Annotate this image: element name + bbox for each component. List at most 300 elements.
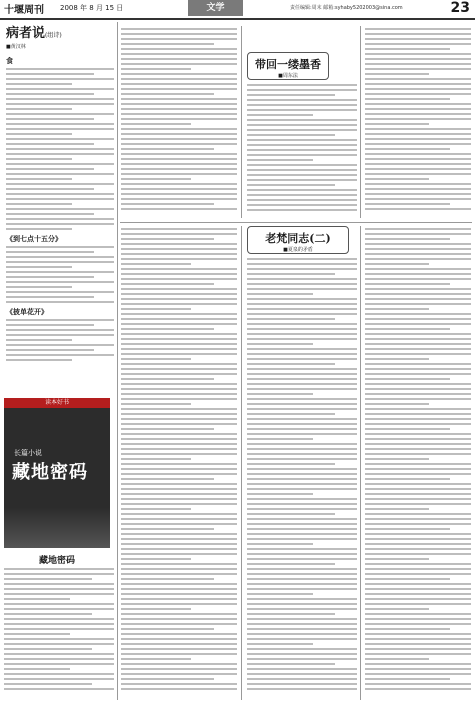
text-line (121, 263, 191, 265)
text-line (365, 243, 471, 245)
text-line (365, 363, 471, 365)
text-line (247, 498, 357, 500)
text-line (121, 323, 237, 325)
text-line (6, 153, 114, 155)
text-line (121, 553, 237, 555)
text-line (365, 148, 450, 150)
text-line (247, 478, 357, 480)
text-line (365, 173, 471, 175)
text-line (6, 198, 114, 200)
text-line (365, 508, 429, 510)
text-line (365, 653, 471, 655)
text-line (121, 348, 237, 350)
text-line (121, 193, 237, 195)
text-line (365, 238, 450, 240)
text-line (365, 348, 471, 350)
text-line (121, 638, 237, 640)
text-line (247, 598, 357, 600)
text-line (121, 78, 237, 80)
text-line (247, 94, 335, 96)
text-line (6, 276, 94, 278)
text-line (247, 159, 313, 161)
text-line (121, 118, 237, 120)
page-header (0, 0, 475, 20)
text-line (121, 258, 237, 260)
text-line (6, 118, 94, 120)
text-line (365, 453, 471, 455)
text-line (365, 473, 471, 475)
text-line (365, 583, 471, 585)
text-line (4, 588, 114, 590)
article-title-box (247, 52, 329, 80)
text-line (121, 228, 237, 230)
text-line (247, 403, 357, 405)
text-line (247, 518, 357, 520)
text-line (365, 258, 471, 260)
text-line (121, 663, 237, 665)
text-line (121, 498, 237, 500)
text-line (6, 108, 72, 110)
text-line (121, 378, 214, 380)
text-line (247, 603, 357, 605)
text-line (121, 518, 237, 520)
text-line (247, 89, 357, 91)
text-line (6, 68, 114, 70)
text-line (365, 163, 471, 165)
column-divider (117, 22, 118, 700)
text-line (365, 88, 471, 90)
text-line (6, 339, 72, 341)
text-line (6, 158, 72, 160)
text-line (121, 393, 237, 395)
book-ribbon: 读本好书 (4, 398, 110, 408)
text-line (121, 68, 191, 70)
text-line (247, 483, 357, 485)
text-line (247, 268, 357, 270)
article-text-column (247, 84, 357, 218)
text-line (365, 538, 471, 540)
text-line (121, 593, 237, 595)
text-line (365, 613, 471, 615)
article-text-column (247, 258, 357, 698)
text-line (247, 503, 357, 505)
text-line (247, 189, 357, 191)
text-line (247, 583, 357, 585)
text-line (365, 113, 471, 115)
text-line (247, 663, 335, 665)
text-line (365, 328, 450, 330)
text-line (6, 344, 114, 346)
text-line (121, 623, 237, 625)
text-line (121, 403, 191, 405)
text-line (121, 463, 237, 465)
text-line (6, 266, 72, 268)
text-line (247, 523, 357, 525)
text-line (365, 608, 429, 610)
text-line (6, 113, 114, 115)
text-line (247, 433, 357, 435)
text-line (121, 143, 237, 145)
text-line (247, 328, 357, 330)
text-line (247, 438, 313, 440)
text-line (4, 683, 92, 685)
text-line (121, 628, 214, 630)
text-line (247, 468, 357, 470)
text-line (247, 678, 357, 680)
text-line (4, 573, 114, 575)
text-line (121, 173, 237, 175)
text-line (121, 448, 237, 450)
text-line (121, 428, 214, 430)
text-line (365, 48, 450, 50)
text-line (121, 328, 214, 330)
text-line (121, 33, 237, 35)
text-line (247, 149, 357, 151)
text-line (247, 179, 357, 181)
text-line (6, 103, 114, 105)
text-line (365, 648, 471, 650)
text-line (247, 368, 357, 370)
text-line (247, 199, 357, 201)
text-line (365, 438, 471, 440)
section-divider (120, 222, 472, 223)
text-line (6, 208, 114, 210)
text-line (365, 263, 429, 265)
text-line (247, 298, 357, 300)
text-line (365, 353, 471, 355)
text-line (365, 228, 471, 230)
text-line (121, 273, 237, 275)
text-line (6, 163, 114, 165)
text-line (365, 478, 450, 480)
text-line (365, 303, 471, 305)
text-line (365, 108, 471, 110)
text-line (6, 261, 114, 263)
text-line (247, 618, 357, 620)
text-line (121, 303, 237, 305)
text-line (247, 488, 357, 490)
text-line (365, 58, 471, 60)
text-line (121, 618, 237, 620)
text-line (121, 103, 237, 105)
text-line (365, 28, 471, 30)
text-line (365, 468, 471, 470)
text-line (121, 563, 237, 565)
text-line (6, 354, 114, 356)
text-line (121, 98, 237, 100)
text-line (4, 608, 114, 610)
text-line (365, 68, 471, 70)
text-line (247, 288, 357, 290)
text-line (365, 423, 471, 425)
text-line (121, 38, 237, 40)
text-line (247, 613, 335, 615)
text-line (365, 463, 471, 465)
text-line (121, 93, 214, 95)
text-line (365, 403, 429, 405)
text-line (121, 598, 237, 600)
text-line (365, 418, 471, 420)
text-line (121, 673, 237, 675)
book-cover-shade (4, 508, 110, 548)
issue-date: 2008 年 8 月 15 日 (60, 4, 124, 12)
text-line (247, 398, 357, 400)
column-title-suffix: (组诗) (45, 32, 62, 39)
text-line (121, 48, 237, 50)
column-divider (241, 226, 242, 700)
text-line (247, 558, 357, 560)
text-line (365, 73, 429, 75)
text-line (121, 353, 237, 355)
text-line (6, 123, 114, 125)
text-line (121, 413, 237, 415)
text-line (247, 633, 357, 635)
text-line (6, 319, 114, 321)
text-line (247, 119, 357, 121)
text-line (247, 194, 357, 196)
text-line (365, 268, 471, 270)
text-line (4, 648, 92, 650)
text-line (247, 553, 357, 555)
text-line (365, 78, 471, 80)
text-line (365, 378, 450, 380)
text-line (6, 251, 94, 253)
text-line (365, 393, 471, 395)
text-line (121, 73, 237, 75)
text-line (247, 308, 357, 310)
text-line (121, 683, 237, 685)
text-line (365, 523, 471, 525)
article-author: ■夏泉的矛盾 (283, 247, 313, 253)
text-line (121, 28, 237, 30)
text-line (121, 678, 214, 680)
text-line (365, 198, 471, 200)
text-line (247, 418, 357, 420)
text-line (365, 448, 471, 450)
text-line (365, 563, 471, 565)
text-line (6, 203, 72, 205)
column-author: ■黄汉林 (6, 44, 26, 50)
text-line (121, 373, 237, 375)
text-line (247, 588, 357, 590)
page-number: 23 (450, 0, 470, 16)
text-line (6, 359, 72, 361)
text-line (4, 583, 114, 585)
text-line (365, 678, 450, 680)
text-line (247, 428, 357, 430)
text-line (121, 653, 237, 655)
text-line (6, 223, 114, 225)
text-line (6, 218, 114, 220)
text-line (4, 653, 114, 655)
text-line (121, 338, 237, 340)
text-line (365, 638, 471, 640)
text-line (365, 123, 429, 125)
text-line (247, 653, 357, 655)
text-line (365, 598, 471, 600)
text-line (365, 203, 450, 205)
text-line (121, 388, 237, 390)
text-line (121, 58, 237, 60)
text-line (365, 128, 471, 130)
text-line (365, 338, 471, 340)
text-line (121, 313, 237, 315)
text-line (365, 283, 450, 285)
text-line (4, 688, 114, 690)
text-line (6, 286, 72, 288)
text-line (365, 138, 471, 140)
text-line (121, 533, 237, 535)
text-line (247, 323, 357, 325)
text-line (247, 154, 357, 156)
text-line (121, 363, 237, 365)
article-title: 老梵同志(二) (265, 232, 331, 245)
text-line (365, 688, 471, 690)
text-line (121, 613, 237, 615)
text-line (121, 123, 191, 125)
text-line (121, 178, 191, 180)
text-line (121, 163, 237, 165)
text-line (6, 296, 94, 298)
text-line (121, 408, 237, 410)
text-line (365, 43, 471, 45)
text-line (121, 608, 191, 610)
text-line (121, 588, 237, 590)
text-line (365, 518, 471, 520)
text-line (247, 683, 357, 685)
text-line (121, 643, 237, 645)
text-line (247, 134, 335, 136)
text-line (121, 283, 214, 285)
text-line (365, 458, 429, 460)
text-line (247, 458, 357, 460)
text-line (247, 408, 357, 410)
text-line (247, 573, 357, 575)
text-line (365, 543, 471, 545)
text-line (121, 578, 214, 580)
text-line (365, 133, 471, 135)
text-line (247, 538, 357, 540)
text-line (247, 423, 357, 425)
text-line (6, 301, 114, 303)
text-line (121, 548, 237, 550)
text-line (6, 329, 114, 331)
text-line (247, 543, 313, 545)
text-line (365, 313, 471, 315)
text-line (365, 323, 471, 325)
text-line (121, 568, 237, 570)
text-line (247, 638, 357, 640)
text-line (6, 256, 114, 258)
text-line (247, 303, 357, 305)
text-line (247, 124, 357, 126)
text-line (121, 308, 191, 310)
text-line (365, 373, 471, 375)
text-line (365, 588, 471, 590)
text-line (6, 143, 94, 145)
text-line (365, 208, 471, 210)
text-line (365, 528, 450, 530)
text-line (365, 168, 471, 170)
text-line (365, 53, 471, 55)
text-line (365, 618, 471, 620)
text-line (365, 658, 429, 660)
text-line (365, 188, 471, 190)
text-line (247, 568, 357, 570)
text-line (365, 593, 471, 595)
text-line (4, 568, 114, 570)
text-line (4, 618, 114, 620)
text-line (121, 358, 191, 360)
text-line (121, 43, 214, 45)
text-line (121, 488, 237, 490)
text-line (121, 603, 237, 605)
text-line (247, 263, 357, 265)
text-line (247, 393, 313, 395)
text-line (121, 513, 237, 515)
book-subtitle: 长篇小说 (14, 449, 42, 457)
text-line (121, 233, 237, 235)
column-divider (360, 226, 361, 700)
text-line (247, 164, 357, 166)
text-line (4, 578, 92, 580)
text-line (247, 278, 357, 280)
text-line (247, 608, 357, 610)
text-line (365, 193, 471, 195)
text-line (6, 178, 72, 180)
text-line (121, 633, 237, 635)
text-line (121, 558, 191, 560)
text-line (247, 293, 313, 295)
text-line (121, 318, 237, 320)
text-line (247, 353, 357, 355)
text-line (121, 208, 237, 210)
text-line (121, 53, 237, 55)
text-line (6, 133, 72, 135)
text-line (365, 248, 471, 250)
text-line (365, 333, 471, 335)
book-cover-image (4, 398, 110, 548)
book-review-text (4, 568, 114, 700)
text-line (6, 334, 114, 336)
text-line (4, 673, 114, 675)
text-line (365, 38, 471, 40)
text-line (365, 388, 471, 390)
text-line (4, 668, 70, 670)
text-line (4, 638, 114, 640)
text-line (121, 183, 237, 185)
text-line (365, 623, 471, 625)
text-line (6, 271, 114, 273)
text-line (121, 383, 237, 385)
text-line (247, 643, 313, 645)
text-line (365, 533, 471, 535)
newspaper-logo: 十堰周刊 (4, 5, 44, 16)
text-line (247, 338, 357, 340)
text-line (365, 103, 471, 105)
text-line (121, 398, 237, 400)
text-line (247, 109, 357, 111)
text-line (121, 343, 237, 345)
text-line (121, 538, 237, 540)
text-line (121, 298, 237, 300)
text-line (365, 118, 471, 120)
text-line (365, 668, 471, 670)
text-line (247, 508, 357, 510)
article-title-box (247, 226, 349, 254)
text-line (247, 258, 357, 260)
text-line (365, 548, 471, 550)
